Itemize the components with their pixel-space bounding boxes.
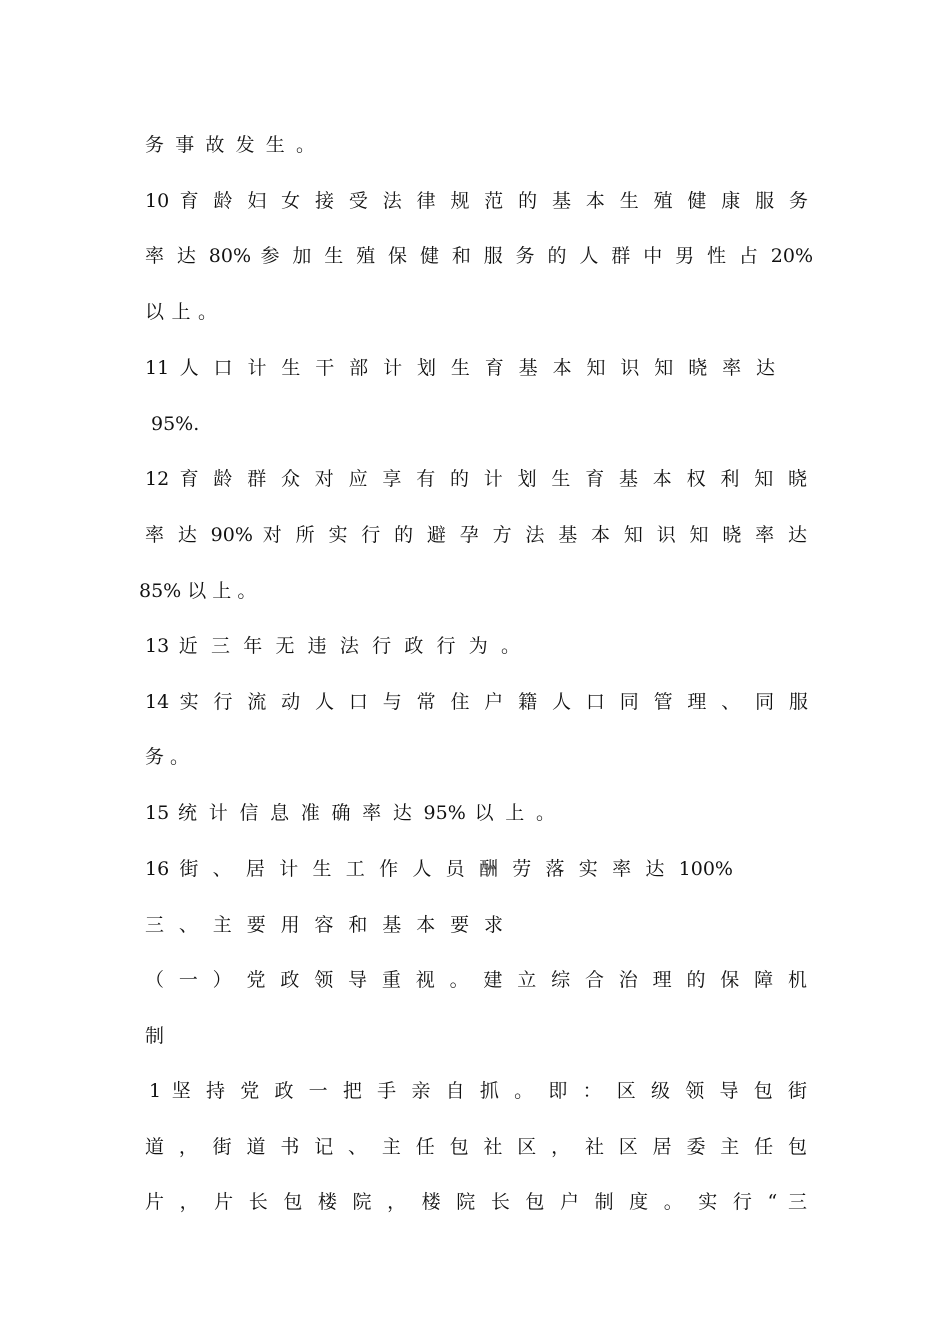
text-line-2: 10 育 龄 妇 女 接 受 法 律 规 范 的 基 本 生 殖 健 康 服 务: [145, 190, 808, 212]
text-line-12: 务 。: [145, 746, 190, 768]
text-line-11: 14 实 行 流 动 人 口 与 常 住 户 籍 人 口 同 管 理 、 同 服: [145, 691, 808, 713]
text-line-1: 务 事 故 发 生 。: [145, 134, 315, 156]
text-line-18: 1 坚 持 党 政 一 把 手 亲 自 抓 。 即 ： 区 级 领 导 包 街: [149, 1080, 807, 1102]
text-line-9: 85% 以 上 。: [139, 580, 257, 602]
text-line-6: 95%.: [151, 413, 200, 435]
text-line-20: 片 ， 片 长 包 楼 院 ， 楼 院 长 包 户 制 度 。 实 行 “ 三: [145, 1191, 807, 1213]
text-line-13: 15 统 计 信 息 准 确 率 达 95% 以 上 。: [145, 802, 555, 824]
text-line-17: 制: [145, 1025, 165, 1047]
text-line-10: 13 近 三 年 无 违 法 行 政 行 为 。: [145, 635, 520, 657]
text-line-14: 16 街 、 居 计 生 工 作 人 员 酬 劳 落 实 率 达 100%: [145, 858, 733, 880]
text-line-16: （ 一 ） 党 政 领 导 重 视 。 建 立 综 合 治 理 的 保 障 机: [145, 969, 807, 991]
text-line-4: 以 上 。: [145, 301, 217, 323]
text-line-5: 11 人 口 计 生 干 部 计 划 生 育 基 本 知 识 知 晓 率 达: [145, 357, 775, 379]
text-line-8: 率 达 90% 对 所 实 行 的 避 孕 方 法 基 本 知 识 知 晓 率 达: [145, 524, 807, 546]
text-line-15: 三 、 主 要 用 容 和 基 本 要 求: [145, 914, 503, 936]
text-line-19: 道 ， 街 道 书 记 、 主 任 包 社 区 ， 社 区 居 委 主 任 包: [145, 1136, 807, 1158]
text-line-3: 率 达 80% 参 加 生 殖 保 健 和 服 务 的 人 群 中 男 性 占 20%: [145, 245, 813, 267]
text-line-7: 12 育 龄 群 众 对 应 享 有 的 计 划 生 育 基 本 权 利 知 晓: [145, 468, 807, 490]
